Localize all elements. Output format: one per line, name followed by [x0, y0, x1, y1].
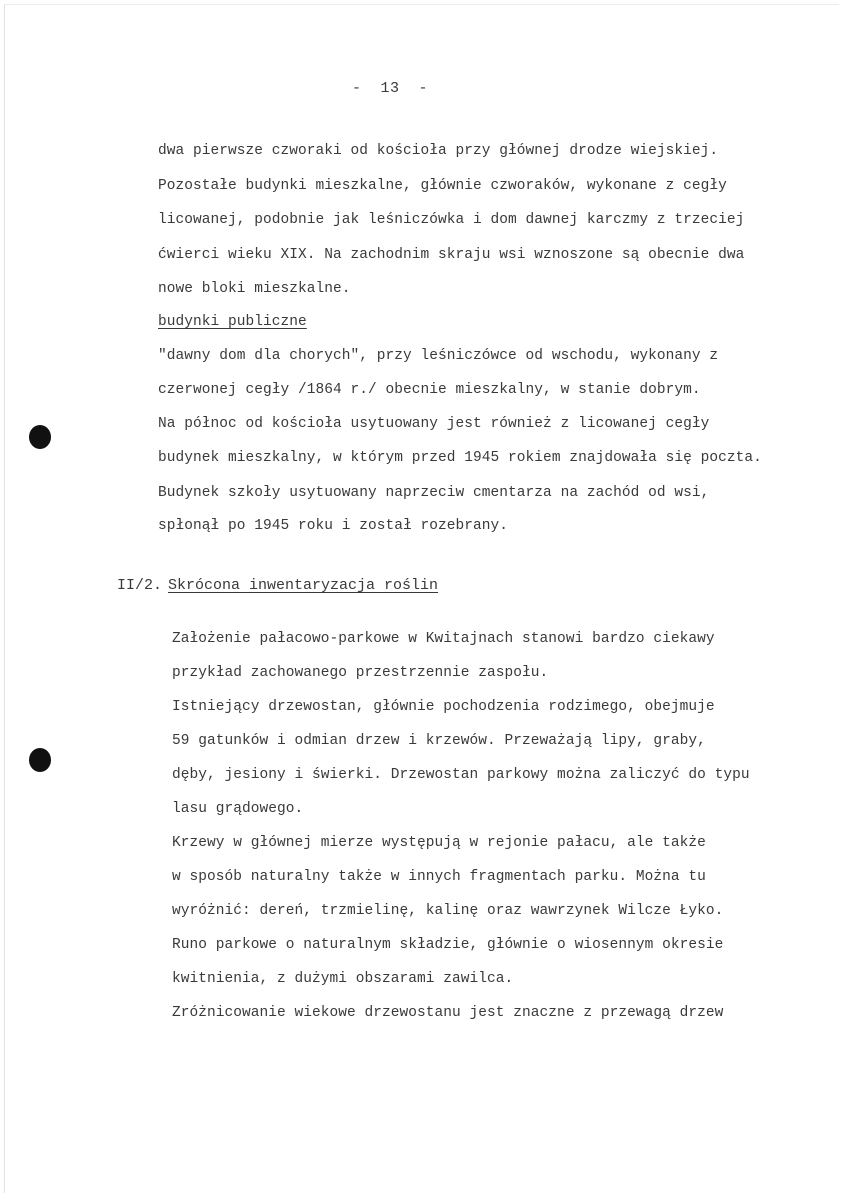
paragraph-line: lasu grądowego. [172, 801, 304, 817]
section-heading [117, 577, 438, 594]
paragraph-line: w sposób naturalny także w innych fragmentach parku. Można tu [172, 869, 706, 885]
paragraph-line: "dawny dom dla chorych", przy leśniczówce od wschodu, wykonany z [158, 348, 719, 364]
paragraph-line: dwa pierwsze czworaki od kościoła przy głównej drodze wiejskiej. [158, 143, 719, 159]
punch-hole-icon [29, 748, 51, 772]
paragraph-line: Pozostałe budynki mieszkalne, głównie czworaków, wykonane z cegły [158, 178, 727, 194]
paragraph-line: Istniejący drzewostan, głównie pochodzenia rodzimego, obejmuje [172, 699, 715, 715]
paragraph-line: Runo parkowe o naturalnym składzie, głównie o wiosennym okresie [172, 937, 724, 953]
paragraph-line: spłonął po 1945 roku i został rozebrany. [158, 518, 509, 534]
paragraph-line: Na północ od kościoła usytuowany jest również z licowanej cegły [158, 416, 710, 432]
paragraph-line: przykład zachowanego przestrzennie zaspołu. [172, 665, 549, 681]
subheading-public-buildings: budynki publiczne [158, 314, 307, 330]
paragraph-line: czerwonej cegły /1864 r./ obecnie mieszkalny, w stanie dobrym. [158, 382, 701, 398]
section-title: Skrócona inwentaryzacja roślin [168, 577, 439, 594]
section-number: II/2. [117, 577, 163, 594]
paragraph-line: dęby, jesiony i świerki. Drzewostan parkowy można zaliczyć do typu [172, 767, 750, 783]
paragraph-line: kwitnienia, z dużymi obszarami zawilca. [172, 971, 514, 987]
paragraph-line: ćwierci wieku XIX. Na zachodnim skraju wsi wznoszone są obecnie dwa [158, 247, 745, 263]
punch-hole-icon [29, 425, 51, 449]
paragraph-line: Budynek szkoły usytuowany naprzeciw cmentarza na zachód od wsi, [158, 485, 710, 501]
paragraph-line: 59 gatunków i odmian drzew i krzewów. Przeważają lipy, graby, [172, 733, 706, 749]
paragraph-line: Zróżnicowanie wiekowe drzewostanu jest znaczne z przewagą drzew [172, 1005, 724, 1021]
page-number: - 13 - [352, 80, 429, 97]
paragraph-line: licowanej, podobnie jak leśniczówka i dom dawnej karczmy z trzeciej [158, 212, 745, 228]
paragraph-line: Krzewy w głównej mierze występują w rejonie pałacu, ale także [172, 835, 706, 851]
paragraph-line: budynek mieszkalny, w którym przed 1945 rokiem znajdowała się poczta. [158, 450, 762, 466]
paragraph-line: Założenie pałacowo-parkowe w Kwitajnach stanowi bardzo ciekawy [172, 631, 715, 647]
paragraph-line: wyróżnić: dereń, trzmielinę, kalinę oraz wawrzynek Wilcze Łyko. [172, 903, 724, 919]
paragraph-line: nowe bloki mieszkalne. [158, 281, 351, 297]
